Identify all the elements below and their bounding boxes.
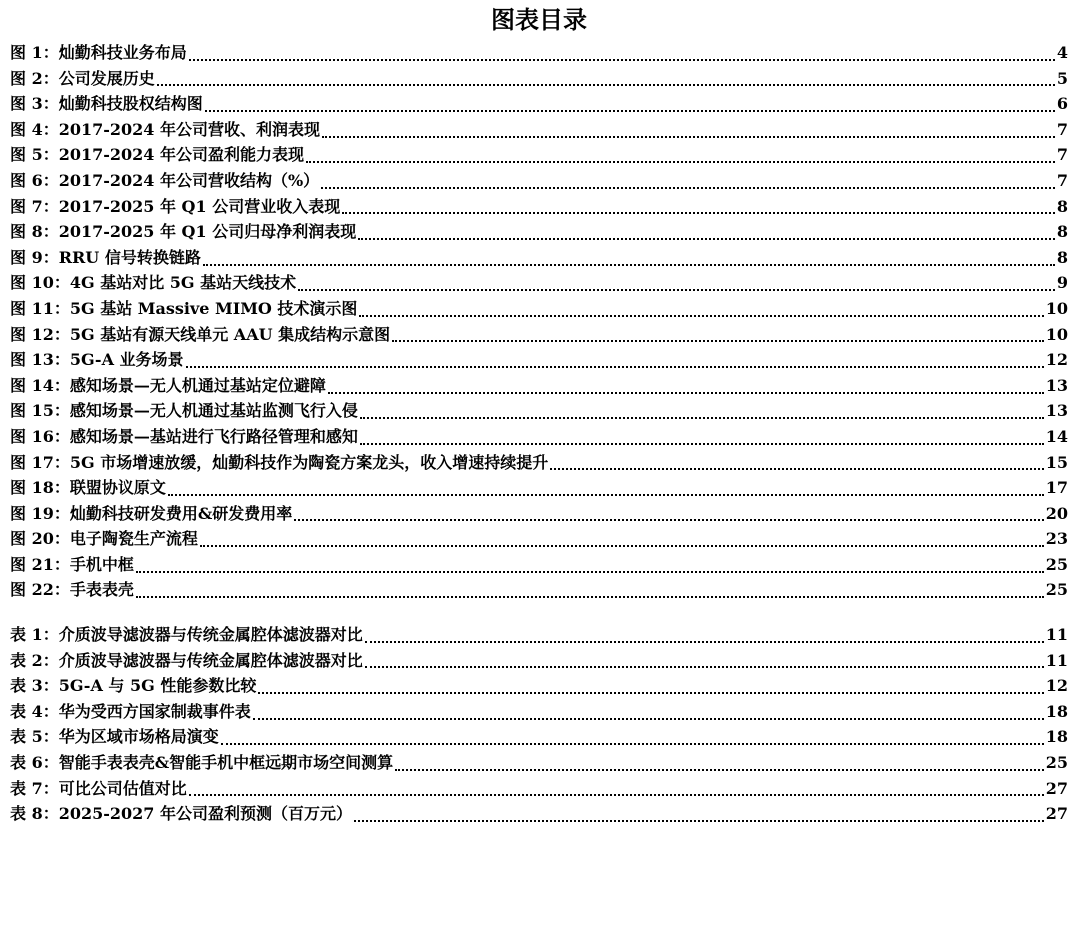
figure-entry[interactable] <box>10 450 1068 476</box>
table-entry-page-number[interactable]: 18 <box>1045 727 1068 747</box>
dot-leader <box>365 641 1044 643</box>
dot-leader <box>200 545 1044 547</box>
figure-entry-page-number[interactable]: 15 <box>1045 452 1068 472</box>
figure-entry-page-number[interactable]: 10 <box>1045 324 1068 344</box>
table-entry-page-number[interactable]: 12 <box>1045 676 1068 696</box>
figure-entry-label[interactable]: 图 22：手表表壳 <box>10 580 134 600</box>
table-entry[interactable] <box>10 776 1068 802</box>
dot-leader <box>298 289 1055 291</box>
figure-entry-label[interactable]: 图 12：5G 基站有源天线单元 AAU 集成结构示意图 <box>10 324 391 344</box>
figure-entry[interactable] <box>10 373 1068 399</box>
figure-entry[interactable] <box>10 577 1068 603</box>
figure-entry-label[interactable]: 图 10：4G 基站对比 5G 基站天线技术 <box>10 273 297 293</box>
dot-leader <box>550 468 1044 470</box>
figure-entry-label[interactable]: 图 5：2017-2024 年公司盈利能力表现 <box>10 145 304 165</box>
table-entry-page-number[interactable]: 27 <box>1045 804 1068 824</box>
figure-entry-page-number[interactable]: 7 <box>1056 145 1068 165</box>
table-entry-label[interactable]: 表 1：介质波导滤波器与传统金属腔体滤波器对比 <box>10 625 363 645</box>
table-entry-label[interactable]: 表 3：5G-A 与 5G 性能参数比较 <box>10 676 257 696</box>
figure-entry-page-number[interactable]: 25 <box>1045 580 1068 600</box>
table-entry[interactable] <box>10 699 1068 725</box>
dot-leader <box>322 136 1055 138</box>
figure-entry[interactable] <box>10 501 1068 527</box>
dot-leader <box>258 692 1043 694</box>
figure-entry-label[interactable]: 图 4：2017-2024 年公司营收、利润表现 <box>10 119 320 139</box>
table-entry[interactable] <box>10 801 1068 827</box>
table-entry-page-number[interactable]: 11 <box>1045 625 1068 645</box>
figure-entry-page-number[interactable]: 7 <box>1056 119 1068 139</box>
figures-list <box>10 40 1068 603</box>
figure-entry-page-number[interactable]: 14 <box>1045 426 1068 446</box>
figure-entry-page-number[interactable]: 10 <box>1045 298 1068 318</box>
figure-entry-page-number[interactable]: 8 <box>1056 247 1068 267</box>
figure-entry[interactable] <box>10 296 1068 322</box>
dot-leader <box>321 187 1055 189</box>
table-entry-page-number[interactable]: 27 <box>1045 778 1068 798</box>
figure-entry[interactable] <box>10 552 1068 578</box>
figure-entry-page-number[interactable]: 6 <box>1056 94 1068 114</box>
figure-entry-label[interactable]: 图 13：5G-A 业务场景 <box>10 350 184 370</box>
table-entry[interactable] <box>10 648 1068 674</box>
dot-leader <box>168 494 1044 496</box>
dot-leader <box>203 264 1055 266</box>
figure-entry-label[interactable]: 图 16：感知场景—基站进行飞行路径管理和感知 <box>10 426 358 446</box>
figure-entry-label[interactable]: 图 21：手机中框 <box>10 554 134 574</box>
figure-entry[interactable] <box>10 398 1068 424</box>
dot-leader <box>359 315 1043 317</box>
figure-entry-label[interactable]: 图 7：2017-2025 年 Q1 公司营业收入表现 <box>10 196 341 216</box>
figure-entry[interactable] <box>10 475 1068 501</box>
table-entry-label[interactable]: 表 4：华为受西方国家制裁事件表 <box>10 701 251 721</box>
figure-entry-label[interactable]: 图 20：电子陶瓷生产流程 <box>10 529 198 549</box>
dot-leader <box>186 366 1044 368</box>
figure-entry-page-number[interactable]: 25 <box>1045 554 1068 574</box>
figure-entry[interactable] <box>10 526 1068 552</box>
table-entry-label[interactable]: 表 6：智能手表表壳&智能手机中框远期市场空间测算 <box>10 753 394 773</box>
figure-entry[interactable] <box>10 168 1068 194</box>
table-entry[interactable] <box>10 622 1068 648</box>
figure-entry-label[interactable]: 图 6：2017-2024 年公司营收结构（%） <box>10 170 320 190</box>
figure-entry-page-number[interactable]: 17 <box>1045 478 1068 498</box>
dot-leader <box>392 340 1044 342</box>
figure-entry-page-number[interactable]: 7 <box>1056 170 1068 190</box>
figure-entry-label[interactable]: 图 17：5G 市场增速放缓，灿勤科技作为陶瓷方案龙头，收入增速持续提升 <box>10 452 549 472</box>
dot-leader <box>189 794 1044 796</box>
figure-entry-page-number[interactable]: 12 <box>1045 350 1068 370</box>
figure-entry-label[interactable]: 图 11：5G 基站 Massive MIMO 技术演示图 <box>10 298 358 318</box>
dot-leader <box>358 238 1055 240</box>
figure-entry[interactable] <box>10 424 1068 450</box>
figure-entry-page-number[interactable]: 9 <box>1056 273 1068 293</box>
figure-entry[interactable] <box>10 66 1068 92</box>
dot-leader <box>253 718 1044 720</box>
dot-leader <box>360 417 1044 419</box>
dot-leader <box>395 769 1044 771</box>
tables-list <box>10 622 1068 827</box>
table-entry-label[interactable]: 表 5：华为区域市场格局演变 <box>10 727 219 747</box>
dot-leader <box>306 161 1055 163</box>
dot-leader <box>354 820 1044 822</box>
table-entry-page-number[interactable]: 11 <box>1045 650 1068 670</box>
figure-entry[interactable] <box>10 142 1068 168</box>
figure-entry-page-number[interactable]: 13 <box>1045 401 1068 421</box>
figure-entry-label[interactable]: 图 18：联盟协议原文 <box>10 478 166 498</box>
figure-entry-label[interactable]: 图 15：感知场景—无人机通过基站监测飞行入侵 <box>10 401 358 421</box>
table-entry[interactable] <box>10 724 1068 750</box>
dot-leader <box>189 59 1055 61</box>
figure-entry[interactable] <box>10 40 1068 66</box>
figure-entry-label[interactable]: 图 2：公司发展历史 <box>10 68 155 88</box>
dot-leader <box>205 110 1055 112</box>
figure-entry[interactable] <box>10 347 1068 373</box>
figure-entry[interactable] <box>10 219 1068 245</box>
table-entry-label[interactable]: 表 2：介质波导滤波器与传统金属腔体滤波器对比 <box>10 650 363 670</box>
figure-entry[interactable] <box>10 245 1068 271</box>
table-entry-page-number[interactable]: 25 <box>1045 753 1068 773</box>
dot-leader <box>365 666 1044 668</box>
figure-entry-page-number[interactable]: 5 <box>1056 68 1068 88</box>
figure-entry-label[interactable]: 图 8：2017-2025 年 Q1 公司归母净利润表现 <box>10 222 357 242</box>
table-entry-page-number[interactable]: 18 <box>1045 701 1068 721</box>
dot-leader <box>157 84 1055 86</box>
dot-leader <box>294 519 1043 521</box>
dot-leader <box>360 443 1044 445</box>
table-entry[interactable] <box>10 673 1068 699</box>
figure-entry-label[interactable]: 图 19：灿勤科技研发费用&研发费用率 <box>10 503 293 523</box>
figure-entry-page-number[interactable]: 8 <box>1056 222 1068 242</box>
table-entry[interactable] <box>10 750 1068 776</box>
page-title: 图表目录 <box>491 5 587 34</box>
figure-entry[interactable] <box>10 91 1068 117</box>
figure-entry-page-number[interactable]: 4 <box>1056 43 1068 62</box>
figure-entry-label[interactable]: 图 9：RRU 信号转换链路 <box>10 247 201 267</box>
dot-leader <box>221 743 1044 745</box>
figure-entry-label[interactable]: 图 1：灿勤科技业务布局 <box>10 43 187 62</box>
figure-entry-page-number[interactable]: 13 <box>1045 375 1068 395</box>
dot-leader <box>136 596 1044 598</box>
figure-entry[interactable] <box>10 322 1068 348</box>
figure-entry[interactable] <box>10 270 1068 296</box>
figure-entry[interactable] <box>10 117 1068 143</box>
dot-leader <box>328 392 1044 394</box>
table-entry-label[interactable]: 表 8：2025-2027 年公司盈利预测（百万元） <box>10 804 352 824</box>
figure-entry-label[interactable]: 图 3：灿勤科技股权结构图 <box>10 94 203 114</box>
figure-entry-label[interactable]: 图 14：感知场景—无人机通过基站定位避障 <box>10 375 326 395</box>
section-gap <box>10 603 1068 622</box>
figure-entry-page-number[interactable]: 23 <box>1045 529 1068 549</box>
figure-entry[interactable] <box>10 194 1068 220</box>
table-entry-label[interactable]: 表 7：可比公司估值对比 <box>10 778 187 798</box>
figure-entry-page-number[interactable]: 8 <box>1056 196 1068 216</box>
dot-leader <box>342 212 1055 214</box>
figure-entry-page-number[interactable]: 20 <box>1045 503 1068 523</box>
dot-leader <box>136 571 1044 573</box>
